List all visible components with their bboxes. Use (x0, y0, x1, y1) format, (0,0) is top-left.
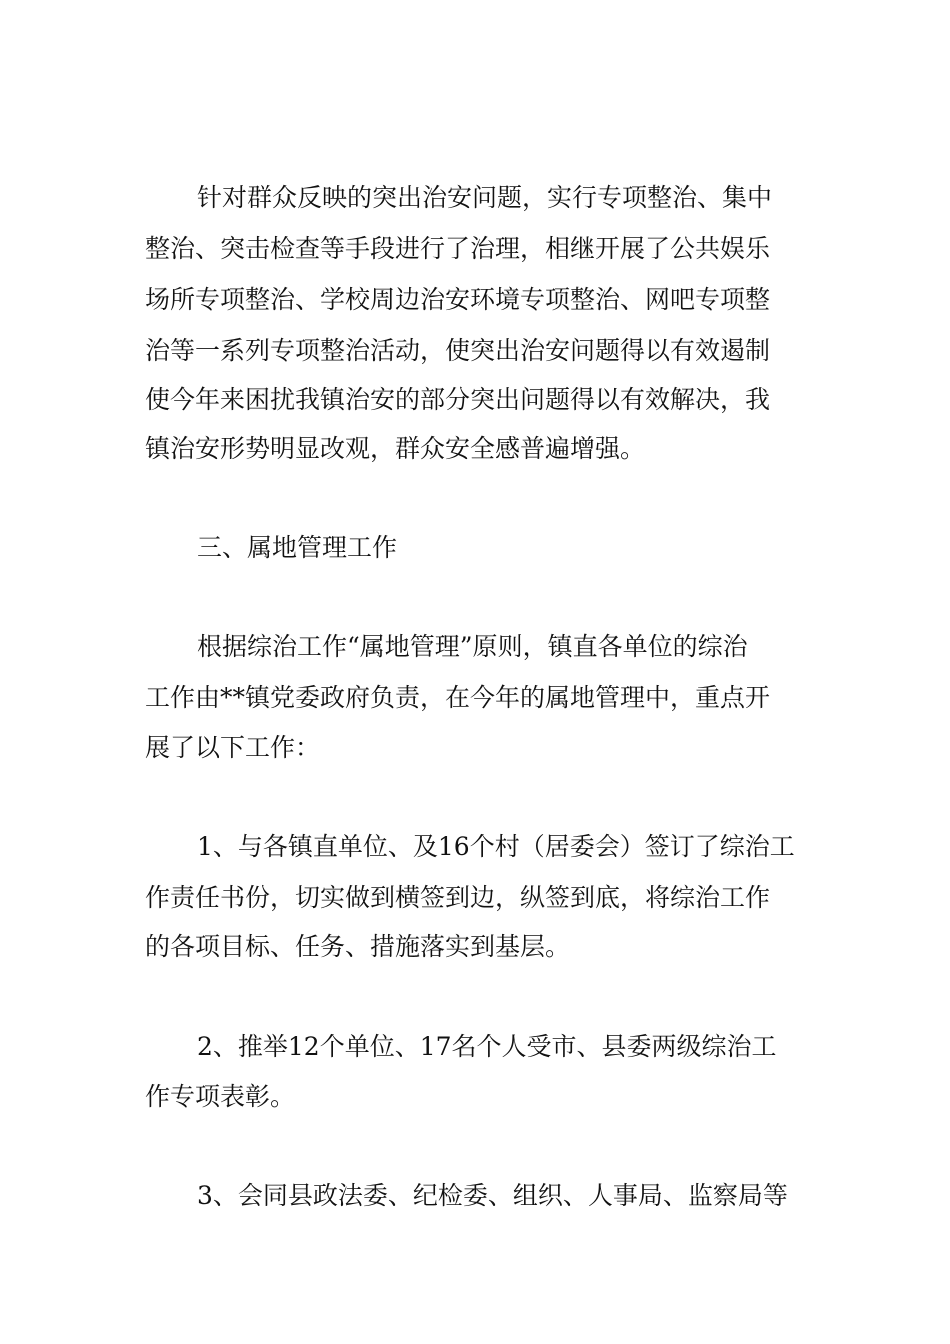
paragraph-line: 3、会同县政法委、纪检委、组织、人事局、监察局等 (197, 1181, 788, 1210)
paragraph-line: 使今年来困扰我镇治安的部分突出问题得以有效解决，我 (145, 385, 771, 414)
paragraph-line: 治等一系列专项整治活动，使突出治安问题得以有效遏制 (145, 336, 771, 365)
paragraph-line: 作专项表彰。 (145, 1082, 296, 1111)
paragraph-line: 作责任书份，切实做到横签到边，纵签到底，将综治工作 (145, 883, 771, 912)
paragraph-line: 展了以下工作： (145, 733, 321, 762)
paragraph-line: 整治、突击检查等手段进行了治理，相继开展了公共娱乐 (145, 234, 771, 263)
section-heading: 三、属地管理工作 (197, 533, 398, 562)
paragraph-line: 1、与各镇直单位、及16个村（居委会）签订了综治工 (197, 832, 795, 861)
paragraph-line: 工作由**镇党委政府负责，在今年的属地管理中，重点开 (145, 683, 771, 712)
paragraph-line: 的各项目标、任务、措施落实到基层。 (145, 932, 571, 961)
paragraph-line: 根据综治工作“属地管理”原则，镇直各单位的综治 (197, 632, 748, 661)
paragraph-line: 针对群众反映的突出治安问题，实行专项整治、集中 (197, 183, 773, 212)
paragraph-line: 2、推举12个单位、17名个人受市、县委两级综治工 (197, 1032, 777, 1061)
paragraph-line: 场所专项整治、学校周边治安环境专项整治、网吧专项整 (145, 285, 771, 314)
paragraph-line: 镇治安形势明显改观，群众安全感普遍增强。 (145, 434, 646, 463)
